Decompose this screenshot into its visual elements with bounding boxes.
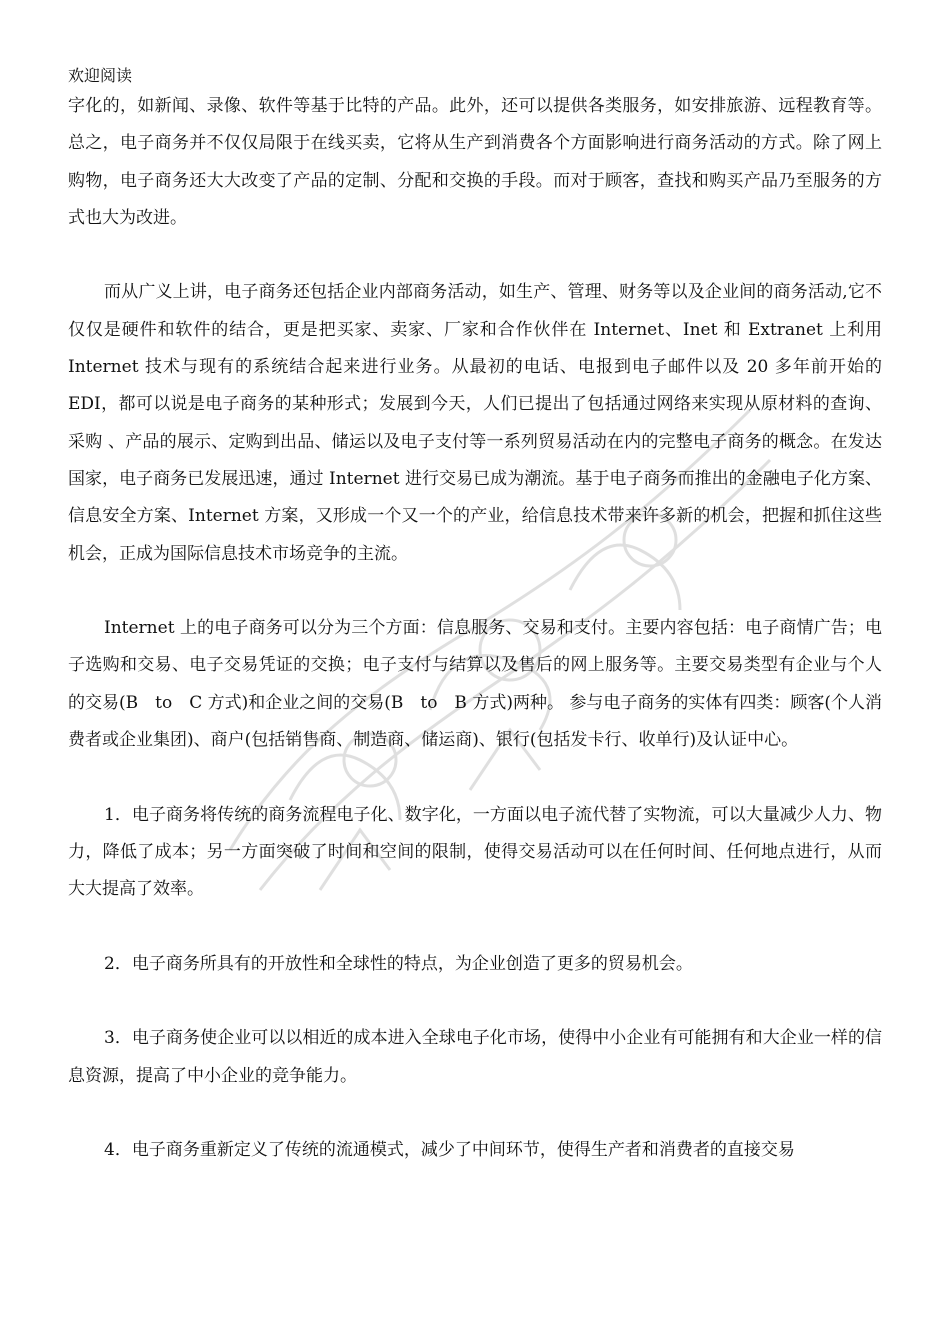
document-page <box>68 64 882 1170</box>
list-item-2: 2．电子商务所具有的开放性和全球性的特点，为企业创造了更多的贸易机会。 <box>104 953 693 974</box>
paragraph-1: 字化的，如新闻、录像、软件等基于比特的产品。此外，还可以提供各类服务，如安排旅游、远程教育等。总之，电子商务并不仅仅局限于在线买卖，它将从生产到消费各个方面影响进行商务活动的方式。除了网上购物，电子商务还大大改变了产品的定制、分配和交换的手段。而对于顾客，查找和购买产品乃至服务的方式也大为改进。 <box>68 96 882 228</box>
paragraph-2: 而从广义上讲，电子商务还包括企业内部商务活动，如生产、管理、财务等以及企业间的商务活动,它不仅仅是硬件和软件的结合，更是把买家、卖家、厂家和合作伙伴在 Internet、Inet 和 Extranet 上利用 Internet 技术与现有的系统结合起来进行业务。从最初的电话、电报到电子邮件以及 20 多年前开始的 EDI，都可以说是电子商务的某种形式；发展到今天，人们已提出了包括通过网络来实现从原材料的查询、采购 、产品的展示、定购到出品、储运以及电子支付等一系列贸易活动在内的完整电子商务的概念。在发达国家，电子商务已发展迅速，通过 Internet 进行交易已成为潮流。基于电子商务而推出的金融电子化方案、信息安全方案、Internet 方案，又形成一个又一个的产业，给信息技术带来许多新的机会，把握和抓住这些机会，正成为国际信息技术市场竞争的主流。 <box>68 282 882 564</box>
list-item-3: 3．电子商务使企业可以以相近的成本进入全球电子化市场，使得中小企业有可能拥有和大企业一样的信息资源，提高了中小企业的竞争能力。 <box>68 1028 882 1086</box>
paragraph-3: Internet 上的电子商务可以分为三个方面：信息服务、交易和支付。主要内容包括：电子商情广告；电子选购和交易、电子交易凭证的交换；电子支付与结算以及售后的网上服务等。主要交易类型有企业与个人的交易(B to C 方式)和企业之间的交易(B to B 方式)两种。 参与电子商务的实体有四类：顾客(个人消费者或企业集团)、商户(包括销售商、制造商、储运商)、银行(包括发卡行、收单行)及认证中心。 <box>68 618 882 751</box>
list-item-1: 1．电子商务将传统的商务流程电子化、数字化，一方面以电子流代替了实物流，可以大量减少人力、物力，降低了成本；另一方面突破了时间和空间的限制，使得交易活动可以在任何时间、任何地点进行，从而大大提高了效率。 <box>68 804 882 900</box>
header-label: 欢迎阅读 <box>68 66 133 85</box>
list-item-4: 4．电子商务重新定义了传统的流通模式，减少了中间环节，使得生产者和消费者的直接交易 <box>104 1140 795 1161</box>
